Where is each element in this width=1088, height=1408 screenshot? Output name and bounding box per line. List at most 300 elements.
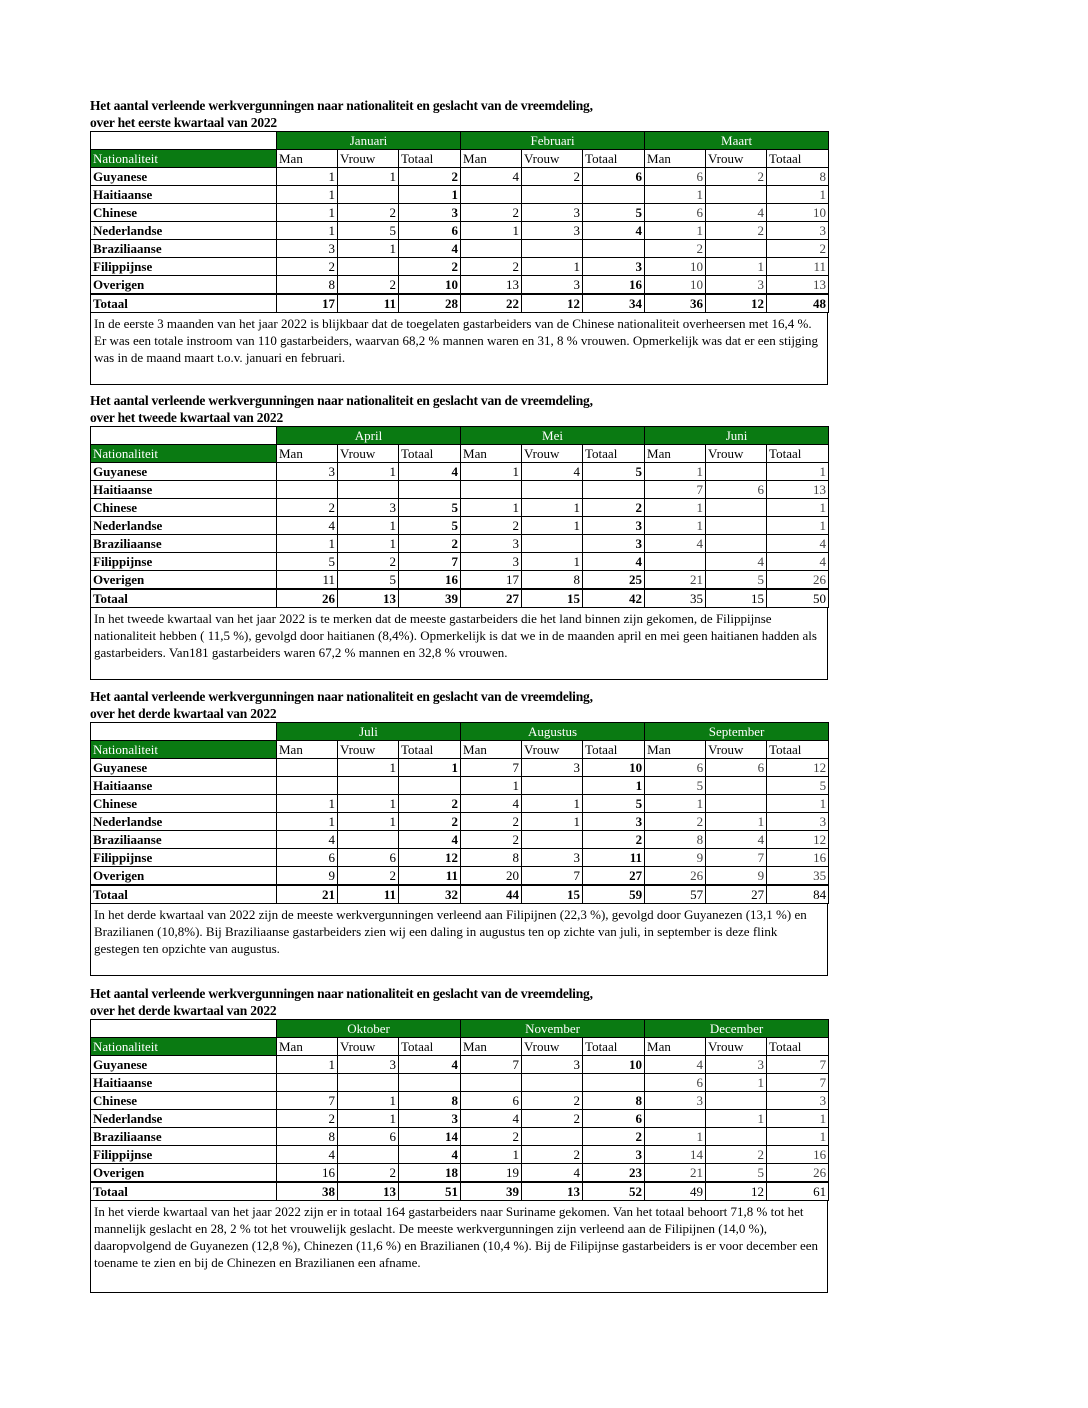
nationality-label: Nederlandse: [91, 517, 277, 535]
table-cell: 6: [338, 1128, 399, 1146]
table-row: [91, 867, 829, 886]
total-row: [91, 1182, 829, 1201]
table-cell: [277, 481, 338, 499]
column-header: Totaal: [767, 445, 829, 463]
column-header: Man: [645, 741, 706, 759]
table-cell: [645, 553, 706, 571]
table-cell: 1: [338, 168, 399, 186]
table-cell: 1: [277, 222, 338, 240]
table-cell: [583, 1074, 645, 1092]
nationality-label: Chinese: [91, 795, 277, 813]
nationality-label: Nederlandse: [91, 222, 277, 240]
table-cell: 1: [767, 499, 829, 517]
total-cell: 15: [706, 589, 767, 608]
total-cell: 36: [645, 294, 706, 313]
month-header: Augustus: [461, 723, 645, 741]
section-title: Het aantal verleende werkvergunningen naar nationaliteit en geslacht van de vreemdeling,: [90, 393, 593, 408]
table-cell: 1: [277, 186, 338, 204]
table-cell: [583, 481, 645, 499]
table-cell: 3: [583, 1146, 645, 1164]
month-header: Februari: [461, 132, 645, 150]
column-header: Man: [645, 445, 706, 463]
section-subtitle: over het tweede kwartaal van 2022: [90, 410, 283, 425]
table-cell: 5: [583, 795, 645, 813]
permits-table: [90, 1019, 829, 1201]
table-cell: 1: [338, 535, 399, 553]
table-cell: 7: [277, 1092, 338, 1110]
table-cell: 2: [399, 795, 461, 813]
table-cell: 2: [277, 258, 338, 276]
section-subtitle: over het eerste kwartaal van 2022: [90, 115, 277, 130]
table-cell: 1: [338, 1092, 399, 1110]
quarter-section: [90, 97, 828, 385]
table-cell: 2: [277, 499, 338, 517]
table-cell: 1: [338, 240, 399, 258]
table-cell: [461, 240, 522, 258]
nationality-label: Braziliaanse: [91, 535, 277, 553]
table-cell: 1: [461, 463, 522, 481]
table-cell: 6: [338, 849, 399, 867]
table-cell: 1: [522, 813, 583, 831]
table-cell: 8: [461, 849, 522, 867]
table-cell: 2: [706, 1146, 767, 1164]
table-cell: 1: [522, 258, 583, 276]
table-cell: 27: [583, 867, 645, 886]
table-cell: 1: [338, 463, 399, 481]
total-row: [91, 589, 829, 608]
table-cell: 7: [461, 759, 522, 777]
month-header: April: [277, 427, 461, 445]
table-cell: [583, 186, 645, 204]
table-row: [91, 517, 829, 535]
table-cell: 4: [399, 1056, 461, 1074]
table-cell: 1: [338, 795, 399, 813]
table-cell: 2: [338, 1164, 399, 1183]
table-cell: 4: [399, 1146, 461, 1164]
table-cell: 1: [461, 1146, 522, 1164]
table-cell: 2: [645, 813, 706, 831]
column-header: Man: [277, 741, 338, 759]
column-header: Vrouw: [706, 741, 767, 759]
column-header: Vrouw: [338, 1038, 399, 1056]
nationality-label: Haitiaanse: [91, 777, 277, 795]
nationality-label: Guyanese: [91, 463, 277, 481]
table-cell: 11: [399, 867, 461, 886]
table-cell: 10: [399, 276, 461, 295]
table-cell: 4: [645, 1056, 706, 1074]
table-cell: 3: [277, 240, 338, 258]
table-cell: 3: [706, 1056, 767, 1074]
table-cell: 14: [645, 1146, 706, 1164]
table-cell: 1: [767, 463, 829, 481]
table-cell: 4: [399, 831, 461, 849]
table-cell: 1: [583, 777, 645, 795]
table-cell: 1: [277, 795, 338, 813]
nationality-header: Nationaliteit: [91, 741, 277, 759]
table-cell: 19: [461, 1164, 522, 1183]
table-cell: 25: [583, 571, 645, 590]
nationality-label: Guyanese: [91, 168, 277, 186]
table-cell: 11: [277, 571, 338, 590]
table-cell: 2: [706, 168, 767, 186]
month-header: September: [645, 723, 829, 741]
column-header: Totaal: [767, 150, 829, 168]
table-cell: 2: [277, 1110, 338, 1128]
table-cell: 6: [645, 204, 706, 222]
table-cell: 1: [767, 186, 829, 204]
total-cell: 11: [338, 885, 399, 904]
table-cell: 6: [277, 849, 338, 867]
table-cell: [522, 481, 583, 499]
table-cell: 6: [645, 168, 706, 186]
total-label: Totaal: [91, 589, 277, 608]
commentary-box: In het tweede kwartaal van het jaar 2022 is te merken dat de meeste gastarbeiders die het land binnen zijn gekomen, de Filippijnse nationaliteit hebben ( 11,5 %), gevolgd door haitianen (8,4%). Opmerkelijk is dat we in de maanden april en mei geen haitianen hadden als gastarbeiders. Van181 gastarbeiders waren 67,2 % mannen en 32,8 % vrouwen.: [90, 608, 828, 680]
nationality-header: Nationaliteit: [91, 445, 277, 463]
commentary-box: In het vierde kwartaal van het jaar 2022 zijn er in totaal 164 gastarbeiders naar Suriname gekomen. Van het totaal behoort 71,8 % tot het mannelijk geslacht en 28, 2 % tot het vrouwelijk geslacht. De meeste werkvergunningen zijn verleend aan de Filipijnen (14,0 %), daaropvolgend de Guyanezen (12,8 %), Chinezen (11,6 %) en Brazilianen (10,4 %). Bij de Filipijnse gastarbeiders is er voor december een toename te zien en bij de Chinezen en Brazilianen een afname.: [90, 1201, 828, 1293]
nationality-label: Guyanese: [91, 1056, 277, 1074]
table-cell: 5: [706, 1164, 767, 1183]
table-cell: 7: [522, 867, 583, 886]
table-row: [91, 204, 829, 222]
table-cell: 3: [522, 204, 583, 222]
total-row: [91, 885, 829, 904]
table-cell: 3: [583, 813, 645, 831]
table-cell: [706, 1128, 767, 1146]
table-cell: [706, 777, 767, 795]
table-cell: [399, 481, 461, 499]
total-cell: 59: [583, 885, 645, 904]
table-cell: 7: [645, 481, 706, 499]
table-cell: 2: [461, 1128, 522, 1146]
table-cell: 5: [338, 222, 399, 240]
table-cell: 4: [522, 1164, 583, 1183]
total-cell: 50: [767, 589, 829, 608]
table-row: [91, 1056, 829, 1074]
nationality-label: Overigen: [91, 1164, 277, 1183]
table-cell: 1: [338, 517, 399, 535]
table-row: [91, 849, 829, 867]
total-label: Totaal: [91, 294, 277, 313]
table-cell: 1: [277, 204, 338, 222]
column-header: Totaal: [399, 1038, 461, 1056]
table-cell: [338, 481, 399, 499]
quarter-section: [90, 392, 828, 680]
table-cell: 2: [461, 258, 522, 276]
table-cell: 6: [706, 481, 767, 499]
commentary-box: In het derde kwartaal van 2022 zijn de meeste werkvergunningen verleend aan Filipijnen (22,3 %), gevolgd door Guyanezen (13,1 %) en Brazilianen (10,8%). Bij Braziliaanse gastarbeiders zien wij een daling in augustus ten op zichte van juli, in september is deze flink gestegen ten opzichte van augustus.: [90, 904, 828, 976]
nationality-label: Chinese: [91, 1092, 277, 1110]
table-cell: 1: [645, 1128, 706, 1146]
table-cell: 4: [277, 517, 338, 535]
table-row: [91, 777, 829, 795]
table-cell: 1: [461, 777, 522, 795]
table-row: [91, 831, 829, 849]
table-cell: 3: [767, 813, 829, 831]
table-cell: 1: [277, 168, 338, 186]
table-cell: 26: [767, 1164, 829, 1183]
nationality-label: Braziliaanse: [91, 240, 277, 258]
permits-table: [90, 131, 829, 313]
nationality-label: Nederlandse: [91, 1110, 277, 1128]
nationality-header: Nationaliteit: [91, 150, 277, 168]
column-header: Man: [461, 445, 522, 463]
table-cell: 10: [645, 276, 706, 295]
table-cell: 1: [277, 813, 338, 831]
table-cell: [706, 795, 767, 813]
table-cell: 5: [399, 517, 461, 535]
nationality-label: Guyanese: [91, 759, 277, 777]
total-cell: 21: [277, 885, 338, 904]
total-cell: 35: [645, 589, 706, 608]
nationality-label: Haitiaanse: [91, 481, 277, 499]
column-header: Vrouw: [338, 445, 399, 463]
nationality-label: Filippijnse: [91, 1146, 277, 1164]
table-cell: 2: [338, 553, 399, 571]
table-cell: 6: [583, 1110, 645, 1128]
table-cell: [706, 535, 767, 553]
table-cell: 1: [767, 1128, 829, 1146]
total-cell: 32: [399, 885, 461, 904]
table-cell: 5: [645, 777, 706, 795]
table-cell: 6: [583, 168, 645, 186]
total-cell: 11: [338, 294, 399, 313]
table-cell: 4: [645, 535, 706, 553]
table-cell: 3: [767, 222, 829, 240]
table-cell: 2: [399, 813, 461, 831]
table-cell: 10: [583, 759, 645, 777]
total-cell: 48: [767, 294, 829, 313]
blank-header-cell: [91, 132, 277, 150]
table-cell: [338, 1074, 399, 1092]
table-row: [91, 553, 829, 571]
nationality-label: Filippijnse: [91, 258, 277, 276]
table-cell: 4: [706, 204, 767, 222]
table-cell: 10: [645, 258, 706, 276]
table-cell: 8: [645, 831, 706, 849]
total-cell: 13: [338, 1182, 399, 1201]
table-cell: 26: [767, 571, 829, 590]
table-cell: 4: [583, 553, 645, 571]
table-cell: 16: [583, 276, 645, 295]
table-cell: 9: [645, 849, 706, 867]
table-cell: 2: [583, 499, 645, 517]
table-cell: [399, 777, 461, 795]
table-cell: [461, 481, 522, 499]
column-header: Vrouw: [522, 150, 583, 168]
table-cell: 16: [277, 1164, 338, 1183]
table-row: [91, 1164, 829, 1183]
table-cell: 5: [706, 571, 767, 590]
table-cell: [399, 1074, 461, 1092]
table-cell: 2: [399, 535, 461, 553]
table-cell: 3: [522, 1056, 583, 1074]
table-cell: 1: [461, 499, 522, 517]
month-header: Juni: [645, 427, 829, 445]
total-cell: 27: [461, 589, 522, 608]
table-cell: 1: [706, 1110, 767, 1128]
table-cell: 3: [338, 1056, 399, 1074]
table-row: [91, 186, 829, 204]
table-cell: 2: [399, 258, 461, 276]
table-cell: 2: [461, 517, 522, 535]
table-cell: [338, 186, 399, 204]
nationality-label: Haitiaanse: [91, 186, 277, 204]
table-cell: 2: [645, 240, 706, 258]
table-cell: 3: [583, 258, 645, 276]
column-header: Vrouw: [338, 150, 399, 168]
table-cell: [338, 777, 399, 795]
total-cell: 27: [706, 885, 767, 904]
table-cell: 18: [399, 1164, 461, 1183]
table-cell: 4: [399, 463, 461, 481]
total-cell: 42: [583, 589, 645, 608]
nationality-label: Overigen: [91, 276, 277, 295]
table-row: [91, 1128, 829, 1146]
table-cell: 2: [338, 204, 399, 222]
table-cell: [338, 258, 399, 276]
month-header: Juli: [277, 723, 461, 741]
table-cell: 6: [706, 759, 767, 777]
table-cell: 2: [583, 831, 645, 849]
table-cell: 2: [522, 1110, 583, 1128]
column-header: Man: [277, 445, 338, 463]
table-cell: 3: [338, 499, 399, 517]
column-header: Man: [645, 1038, 706, 1056]
table-cell: 5: [277, 553, 338, 571]
table-cell: 9: [277, 867, 338, 886]
total-cell: 84: [767, 885, 829, 904]
table-cell: 11: [583, 849, 645, 867]
table-cell: 12: [767, 759, 829, 777]
section-title: Het aantal verleende werkvergunningen naar nationaliteit en geslacht van de vreemdeling,: [90, 689, 593, 704]
table-cell: 3: [767, 1092, 829, 1110]
section-subtitle: over het derde kwartaal van 2022: [90, 1003, 277, 1018]
table-cell: 3: [399, 1110, 461, 1128]
table-cell: 1: [277, 535, 338, 553]
table-row: [91, 168, 829, 186]
table-cell: 16: [767, 849, 829, 867]
table-row: [91, 759, 829, 777]
column-header: Totaal: [399, 741, 461, 759]
table-cell: 1: [522, 795, 583, 813]
commentary-box: In de eerste 3 maanden van het jaar 2022 is blijkbaar dat de toegelaten gastarbeiders van de Chinese nationaliteit overheersen met 16,4 %. Er was een totale instroom van 110 gastarbeiders, waarvan 68,2 % mannen waren en 31, 8 % vrouwen. Opmerkelijk was dat er een stijging was in de maand maart t.o.v. januari en februari.: [90, 313, 828, 385]
table-cell: 3: [583, 517, 645, 535]
total-cell: 12: [706, 294, 767, 313]
total-label: Totaal: [91, 885, 277, 904]
column-header: Vrouw: [706, 1038, 767, 1056]
table-cell: [583, 240, 645, 258]
table-cell: 1: [522, 499, 583, 517]
table-cell: 17: [461, 571, 522, 590]
table-cell: 3: [583, 535, 645, 553]
table-cell: 3: [461, 535, 522, 553]
column-header: Vrouw: [706, 150, 767, 168]
column-header: Totaal: [583, 1038, 645, 1056]
table-cell: 12: [767, 831, 829, 849]
section-title: Het aantal verleende werkvergunningen naar nationaliteit en geslacht van de vreemdeling,: [90, 98, 593, 113]
table-cell: [706, 240, 767, 258]
table-cell: 2: [461, 204, 522, 222]
table-cell: 6: [645, 1074, 706, 1092]
total-cell: 22: [461, 294, 522, 313]
table-row: [91, 813, 829, 831]
total-cell: 52: [583, 1182, 645, 1201]
table-cell: 1: [645, 186, 706, 204]
table-row: [91, 535, 829, 553]
total-row: [91, 294, 829, 313]
table-cell: [706, 517, 767, 535]
table-cell: [338, 831, 399, 849]
table-cell: 3: [522, 276, 583, 295]
table-cell: 13: [767, 481, 829, 499]
table-cell: [522, 777, 583, 795]
table-row: [91, 276, 829, 295]
column-header: Man: [645, 150, 706, 168]
table-cell: [522, 831, 583, 849]
table-cell: 1: [706, 1074, 767, 1092]
nationality-label: Haitiaanse: [91, 1074, 277, 1092]
table-cell: 4: [767, 535, 829, 553]
table-cell: 8: [399, 1092, 461, 1110]
column-header: Man: [461, 150, 522, 168]
table-cell: [522, 1074, 583, 1092]
table-cell: 4: [277, 831, 338, 849]
table-cell: [461, 1074, 522, 1092]
table-cell: [706, 1092, 767, 1110]
table-cell: 10: [583, 1056, 645, 1074]
table-cell: 1: [767, 795, 829, 813]
table-cell: 7: [399, 553, 461, 571]
total-cell: 13: [522, 1182, 583, 1201]
table-cell: 1: [522, 553, 583, 571]
table-cell: 4: [522, 463, 583, 481]
month-header: December: [645, 1020, 829, 1038]
table-row: [91, 481, 829, 499]
total-cell: 61: [767, 1182, 829, 1201]
total-cell: 17: [277, 294, 338, 313]
table-cell: 4: [399, 240, 461, 258]
table-row: [91, 1074, 829, 1092]
table-cell: [277, 1074, 338, 1092]
table-cell: 8: [522, 571, 583, 590]
table-cell: 4: [461, 1110, 522, 1128]
column-header: Totaal: [583, 741, 645, 759]
table-cell: 2: [767, 240, 829, 258]
table-cell: 3: [522, 759, 583, 777]
table-cell: 4: [706, 831, 767, 849]
column-header: Man: [277, 150, 338, 168]
nationality-label: Braziliaanse: [91, 831, 277, 849]
table-cell: 8: [767, 168, 829, 186]
table-row: [91, 571, 829, 590]
quarter-section: [90, 688, 828, 976]
table-cell: 1: [645, 517, 706, 535]
column-header: Totaal: [767, 1038, 829, 1056]
table-cell: 13: [461, 276, 522, 295]
table-cell: 2: [583, 1128, 645, 1146]
column-header: Totaal: [399, 445, 461, 463]
table-cell: 3: [645, 1092, 706, 1110]
total-cell: 38: [277, 1182, 338, 1201]
table-cell: 5: [583, 204, 645, 222]
table-cell: [706, 186, 767, 204]
table-cell: 14: [399, 1128, 461, 1146]
table-cell: [277, 759, 338, 777]
table-cell: 1: [338, 813, 399, 831]
table-row: [91, 240, 829, 258]
table-cell: [461, 186, 522, 204]
table-cell: 3: [277, 463, 338, 481]
